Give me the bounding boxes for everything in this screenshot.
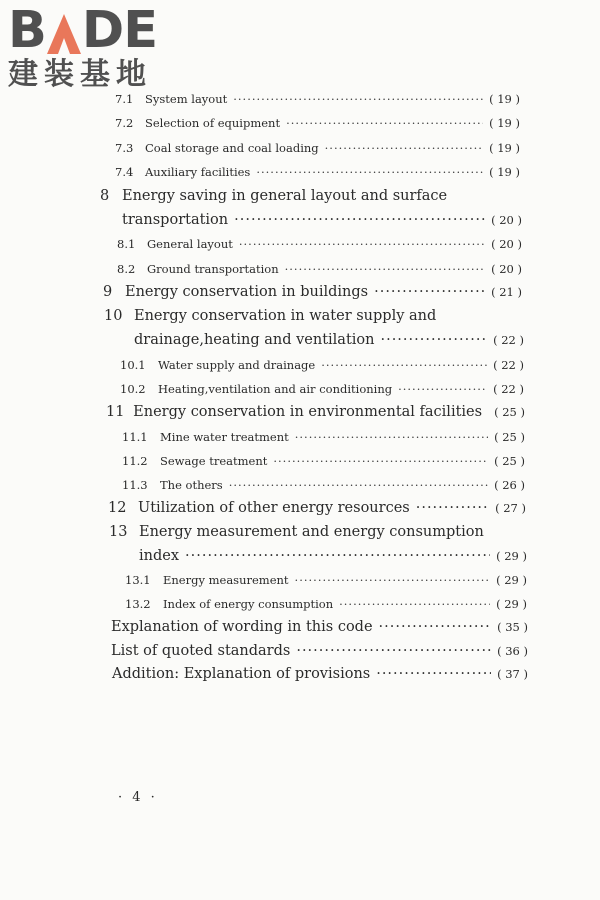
toc-entry-page: ( 20 ) (491, 262, 522, 276)
dot-leader (295, 573, 491, 587)
toc-entry-title: Energy conservation in water supply and (134, 308, 437, 324)
toc-entry-13-line1[interactable] (109, 524, 527, 540)
dot-leader (325, 141, 483, 155)
toc-entry-number: 7.2 (115, 116, 134, 130)
toc-entry-number: 13.1 (125, 573, 151, 587)
toc-entry-title: Addition: Explanation of provisions (112, 666, 371, 682)
toc-entry-8-1[interactable] (117, 237, 522, 251)
dot-leader (379, 619, 492, 635)
toc-entry-number: 11.3 (122, 478, 148, 492)
dot-leader (380, 332, 487, 348)
toc-entry-number: 8 (100, 188, 110, 204)
toc-entry-title: System layout (145, 92, 228, 106)
toc-entry-page: ( 25 ) (494, 405, 525, 419)
toc-entry-title: Explanation of wording in this code (111, 619, 373, 635)
toc-entry-page: ( 35 ) (497, 620, 528, 634)
toc-entry-page: ( 37 ) (497, 667, 528, 681)
toc-entry-page: ( 21 ) (491, 285, 522, 299)
toc-entry-9[interactable] (103, 284, 522, 300)
toc-entry-title: Selection of equipment (145, 116, 281, 130)
dot-leader (295, 430, 488, 444)
toc-entry-title: Energy measurement (163, 573, 289, 587)
toc-entry-number: 11 (106, 404, 125, 420)
toc-entry-8-line1[interactable] (100, 188, 520, 204)
toc-entry-title: Index of energy consumption (163, 597, 334, 611)
toc-entry-number: 10.2 (120, 382, 146, 396)
toc-entry-title: Ground transportation (147, 262, 279, 276)
toc-entry-quoted-standards[interactable] (111, 643, 528, 659)
toc-entry-11-2[interactable] (122, 454, 525, 468)
dot-leader (286, 116, 483, 130)
toc-entry-page: ( 36 ) (497, 644, 528, 658)
toc-entry-page: ( 27 ) (495, 501, 526, 515)
toc-entry-title: Coal storage and coal loading (145, 141, 319, 155)
toc-entry-title: Energy conservation in buildings (125, 284, 369, 300)
dot-leader (239, 237, 485, 251)
toc-entry-page: ( 25 ) (494, 430, 525, 444)
toc-entry-7-4[interactable] (115, 165, 520, 179)
toc-entry-title: Utilization of other energy resources (138, 500, 410, 516)
toc-entry-page: ( 20 ) (491, 237, 522, 251)
toc-entry-title: Energy conservation in environmental facilities (133, 404, 483, 420)
toc-entry-page: ( 25 ) (494, 454, 525, 468)
toc-entry-number: 7.3 (115, 141, 134, 155)
toc-entry-title: The others (160, 478, 223, 492)
toc-entry-8-line2[interactable] (122, 212, 522, 228)
toc-entry-explanation-of-provisions[interactable] (112, 666, 528, 682)
toc-entry-number: 7.1 (115, 92, 134, 106)
toc-entry-title-continued: transportation (122, 212, 229, 228)
dot-leader (256, 165, 483, 179)
toc-entry-page: ( 26 ) (494, 478, 525, 492)
dot-leader (321, 358, 487, 372)
toc-entry-title: Energy saving in general layout and surface (122, 188, 448, 204)
toc-entry-number: 11.2 (122, 454, 148, 468)
toc-entry-page: ( 22 ) (493, 358, 524, 372)
toc-entry-number: 10.1 (120, 358, 146, 372)
toc-entry-title: Water supply and drainage (158, 358, 316, 372)
toc-entry-7-1[interactable] (115, 92, 520, 106)
toc-entry-title: Auxiliary facilities (145, 165, 251, 179)
toc-entry-10-line2[interactable] (134, 332, 524, 348)
toc-entry-11[interactable] (106, 404, 525, 420)
toc-entry-13-2[interactable] (125, 597, 527, 611)
toc-entry-title: General layout (147, 237, 233, 251)
dot-leader (398, 382, 487, 396)
dot-leader (376, 666, 491, 682)
dot-leader (229, 478, 488, 492)
toc-entry-page: ( 19 ) (489, 165, 520, 179)
toc-entry-13-line2[interactable] (139, 548, 527, 564)
logo-letter-e: E (123, 1, 158, 60)
toc-entry-number: 11.1 (122, 430, 148, 444)
toc-entry-10-1[interactable] (120, 358, 524, 372)
toc-entry-number: 12 (108, 500, 127, 516)
page-number: · 4 · (118, 790, 158, 805)
toc-entry-title-continued: drainage,heating and ventilation (134, 332, 375, 348)
toc-entry-11-3[interactable] (122, 478, 525, 492)
dot-leader (374, 284, 485, 300)
toc-entry-number: 10 (104, 308, 123, 324)
toc-entry-page: ( 19 ) (489, 116, 520, 130)
toc-entry-page: ( 29 ) (496, 597, 527, 611)
toc-entry-title-continued: index (139, 548, 180, 564)
toc-entry-11-1[interactable] (122, 430, 525, 444)
logo-letter-d: D (81, 1, 124, 60)
logo-chinese-name: 建装基地 (8, 57, 152, 92)
dot-leader (416, 500, 489, 516)
toc-entry-explanation-of-wording[interactable] (111, 619, 528, 635)
toc-entry-page: ( 19 ) (489, 141, 520, 155)
toc-entry-title: Mine water treatment (160, 430, 289, 444)
toc-entry-number: 9 (103, 284, 113, 300)
toc-entry-page: ( 22 ) (493, 333, 524, 347)
toc-entry-number: 8.1 (117, 237, 136, 251)
toc-entry-page: ( 20 ) (491, 213, 522, 227)
dot-leader (339, 597, 490, 611)
toc-entry-number: 13 (109, 524, 128, 540)
toc-entry-7-2[interactable] (115, 116, 520, 130)
toc-entry-number: 7.4 (115, 165, 134, 179)
dot-leader (273, 454, 488, 468)
toc-entry-number: 8.2 (117, 262, 136, 276)
toc-entry-title: List of quoted standards (111, 643, 291, 659)
toc-entry-10-2[interactable] (120, 382, 524, 396)
toc-entry-number: 13.2 (125, 597, 151, 611)
toc-entry-page: ( 29 ) (496, 549, 527, 563)
toc-entry-page: ( 19 ) (489, 92, 520, 106)
toc-entry-title: Energy measurement and energy consumption (139, 524, 484, 540)
toc-entry-page: ( 22 ) (493, 382, 524, 396)
dot-leader (185, 548, 490, 564)
toc-entry-7-3[interactable] (115, 141, 520, 155)
dot-leader (285, 262, 485, 276)
toc-entry-8-2[interactable] (117, 262, 522, 276)
toc-entry-10-line1[interactable] (104, 308, 524, 324)
dot-leader (233, 92, 483, 106)
toc-entry-title: Sewage treatment (160, 454, 268, 468)
dot-leader (296, 643, 491, 659)
dot-leader (234, 212, 485, 228)
toc-entry-title: Heating,ventilation and air conditioning (158, 382, 393, 396)
toc-entry-13-1[interactable] (125, 573, 527, 587)
logo-letter-b: B (8, 1, 46, 60)
toc-entry-12[interactable] (108, 500, 526, 516)
toc-entry-page: ( 29 ) (496, 573, 527, 587)
